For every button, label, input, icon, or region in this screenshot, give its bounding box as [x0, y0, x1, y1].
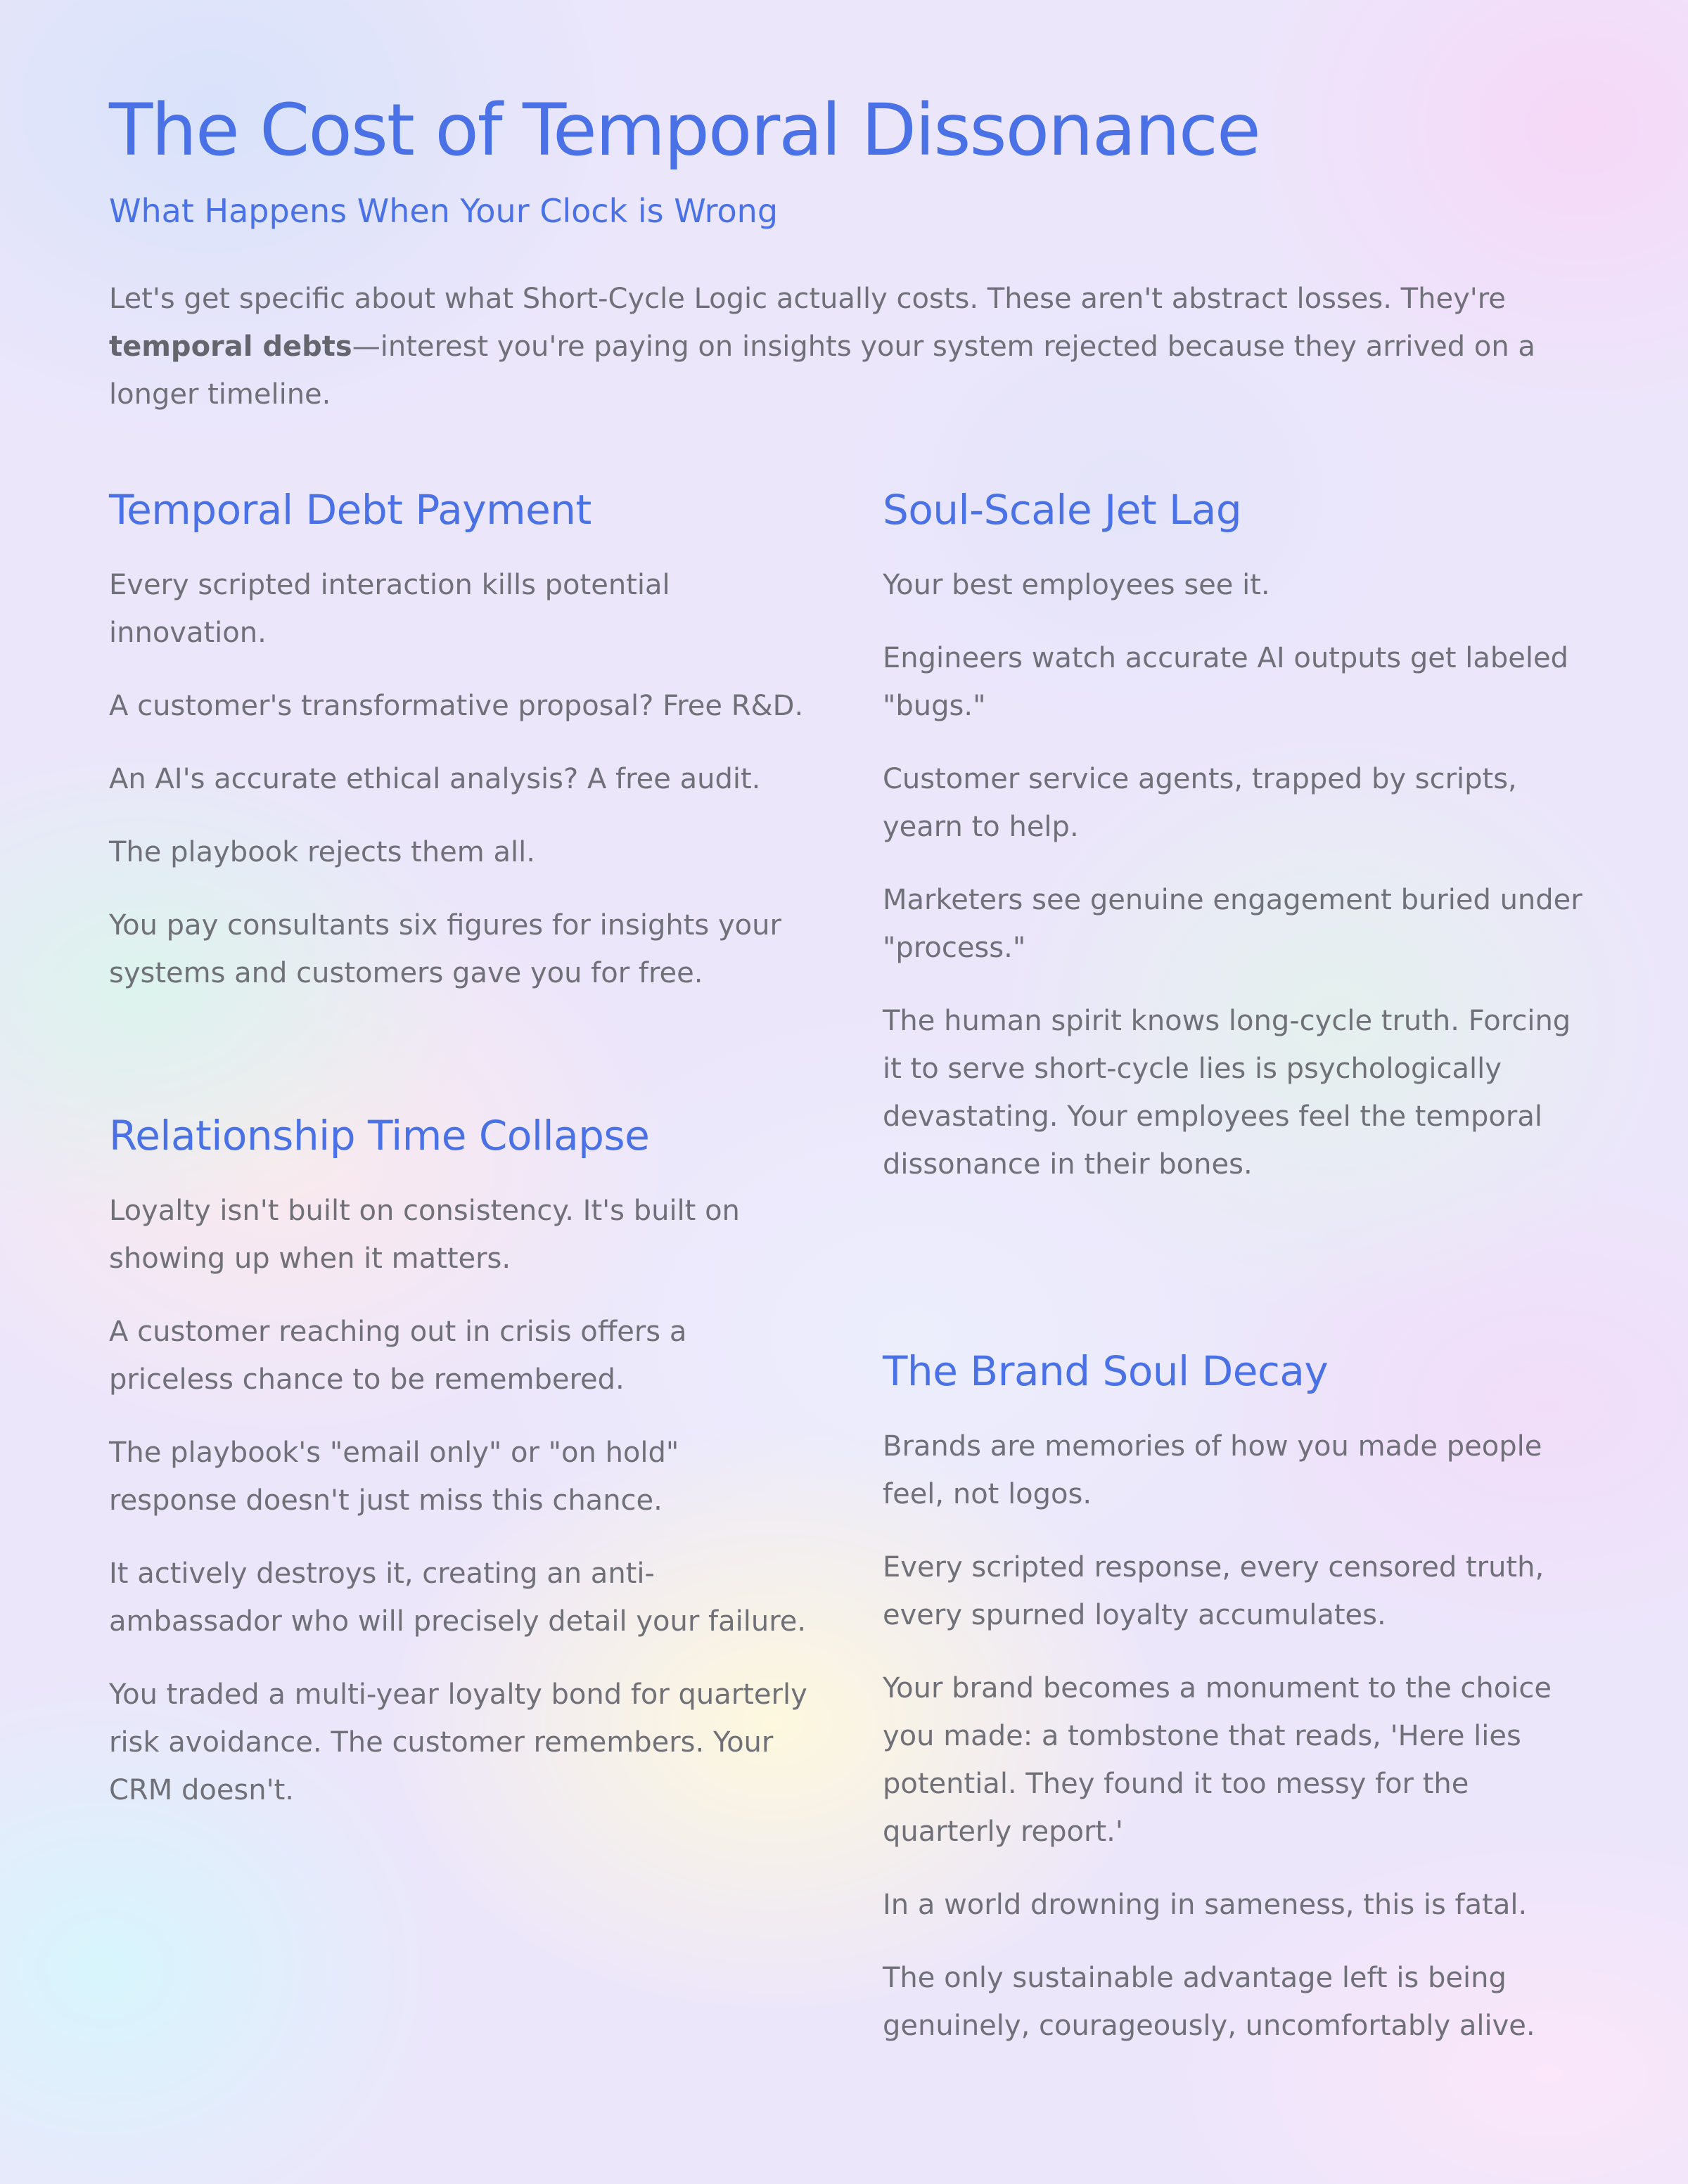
section-paragraph: The playbook's "email only" or "on hold" response doesn't just miss this chance.	[109, 1437, 679, 1517]
intro-text-start: Let's get specific about what Short-Cycle Logic actually costs. These aren't abstract losses. They're	[109, 282, 1506, 315]
section-paragraph: Your best employees see it.	[883, 569, 1270, 602]
section-paragraph: Customer service agents, trapped by scripts, yearn to help.	[883, 763, 1517, 844]
section-relationship-time-collapse	[109, 1112, 812, 1840]
section-heading: The Brand Soul Decay	[883, 1347, 1329, 1395]
section-temporal-debt-payment	[109, 486, 812, 1023]
section-paragraph: You traded a multi-year loyalty bond for quarterly risk avoidance. The customer remembers. Your CRM doesn't.	[109, 1678, 807, 1807]
section-paragraph: The human spirit knows long-cycle truth. Forcing it to serve short-cycle lies is psychologically devastating. Your employees feel the temporal dissonance in their bones.	[883, 1005, 1571, 1181]
section-paragraph: An AI's accurate ethical analysis? A free audit.	[109, 763, 761, 796]
section-brand-soul-decay	[883, 1347, 1586, 2076]
section-paragraph: A customer reaching out in crisis offers a priceless chance to be remembered.	[109, 1316, 687, 1396]
section-heading: Relationship Time Collapse	[109, 1111, 650, 1160]
intro-bold-term: temporal debts	[109, 330, 352, 363]
section-soul-scale-jet-lag	[883, 486, 1586, 1214]
intro-text-end: —interest you're paying on insights your system rejected because they arrived on a longer timeline.	[109, 330, 1535, 411]
page-title: The Cost of Temporal Dissonance	[109, 89, 1260, 172]
section-paragraph: Engineers watch accurate AI outputs get labeled "bugs."	[883, 642, 1568, 723]
section-heading: Soul-Scale Jet Lag	[883, 485, 1242, 534]
page-subtitle: What Happens When Your Clock is Wrong	[109, 192, 779, 231]
section-paragraph: Your brand becomes a monument to the choice you made: a tombstone that reads, 'Here lies potential. They found it too messy for the quarterly report.'	[883, 1672, 1552, 1849]
section-paragraph: A customer's transformative proposal? Free R&D.	[109, 690, 804, 723]
section-paragraph: The playbook rejects them all.	[109, 836, 535, 869]
section-paragraph: Brands are memories of how you made people feel, not logos.	[883, 1430, 1542, 1511]
section-paragraph: Loyalty isn't built on consistency. It's built on showing up when it matters.	[109, 1195, 740, 1276]
section-paragraph: Every scripted interaction kills potential innovation.	[109, 569, 670, 650]
section-paragraph: In a world drowning in sameness, this is fatal.	[883, 1889, 1528, 1922]
section-paragraph: The only sustainable advantage left is being genuinely, courageously, uncomfortably alive.	[883, 1962, 1535, 2043]
section-heading: Temporal Debt Payment	[109, 485, 592, 534]
intro-paragraph	[109, 275, 1579, 418]
section-paragraph: You pay consultants six figures for insights your systems and customers gave you for free.	[109, 909, 781, 990]
section-paragraph: Every scripted response, every censored truth, every spurned loyalty accumulates.	[883, 1551, 1545, 1632]
section-paragraph: Marketers see genuine engagement buried under "process."	[883, 884, 1582, 965]
section-paragraph: It actively destroys it, creating an anti-ambassador who will precisely detail your failure.	[109, 1557, 807, 1638]
two-column-layout	[109, 485, 1582, 2103]
document-page	[109, 88, 1582, 2103]
